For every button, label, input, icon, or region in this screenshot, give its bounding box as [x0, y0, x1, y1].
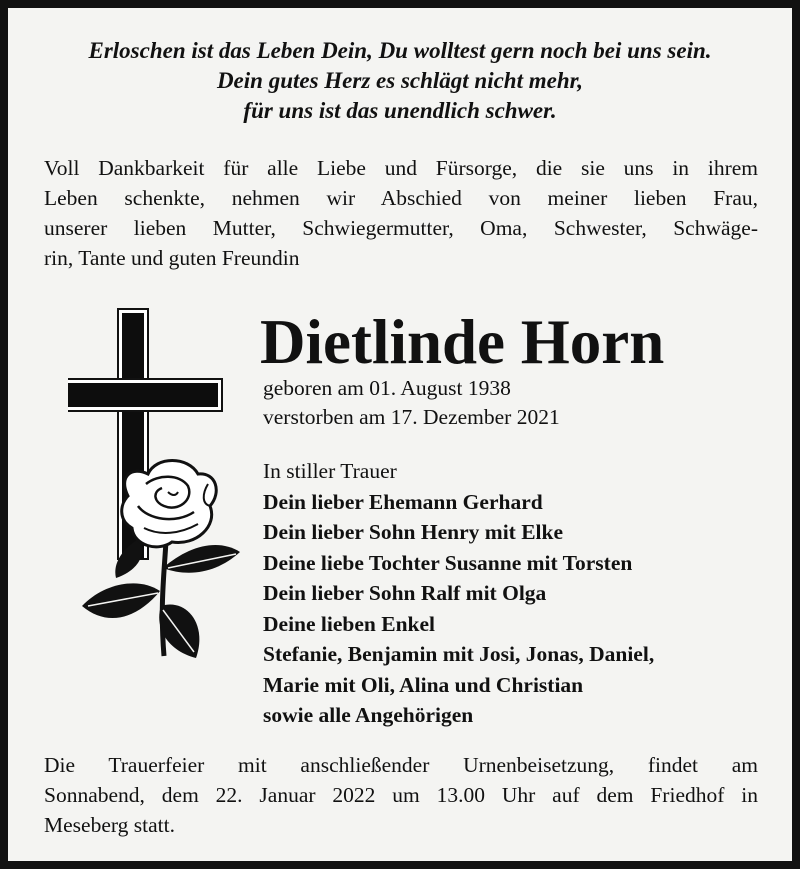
poem	[28, 36, 772, 126]
funeral-line: Meseberg statt.	[44, 813, 175, 837]
funeral-details	[44, 750, 758, 840]
death-date: verstorben am 17. Dezember 2021	[263, 405, 560, 429]
mourners-list	[263, 456, 654, 731]
mourner-line: Dein lieber Sohn Henry mit Elke	[263, 520, 564, 544]
intro-line: Voll Dankbarkeit für alle Liebe und Fürsorge, die sie uns in ihrem	[44, 156, 758, 180]
intro-text	[44, 153, 758, 273]
mourning-lead: In stiller Trauer	[263, 459, 397, 483]
mourner-line: Deine lieben Enkel	[263, 611, 436, 636]
poem-line: für uns ist das unendlich schwer.	[243, 98, 557, 123]
mourner-line: Dein lieber Sohn Ralf mit Olga	[263, 581, 547, 605]
intro-line: rin, Tante und guten Freundin	[44, 246, 300, 270]
deceased-name: Dietlinde Horn	[260, 307, 665, 377]
funeral-line: Die Trauerfeier mit anschließender Urnenbeisetzung, findet am	[44, 753, 758, 777]
poem-line: Dein gutes Herz es schlägt nicht mehr,	[216, 68, 584, 93]
mourner-line: Marie mit Oli, Alina und Christian	[263, 672, 584, 697]
mourner-line: Dein lieber Ehemann Gerhard	[263, 489, 543, 514]
rose-icon	[82, 461, 240, 659]
intro-line: Leben schenkte, nehmen wir Abschied von meiner lieben Frau,	[44, 186, 758, 210]
cross-and-rose	[68, 306, 258, 676]
poem-line: Erloschen ist das Leben Dein, Du wolltest gern noch bei uns sein.	[88, 38, 712, 63]
life-dates	[263, 374, 560, 432]
mourner-line: Stefanie, Benjamin mit Josi, Jonas, Daniel,	[263, 642, 655, 666]
intro-line: unserer lieben Mutter, Schwiegermutter, Oma, Schwester, Schwäge-	[44, 216, 758, 240]
mourner-line: sowie alle Angehörigen	[263, 703, 474, 727]
funeral-line: Sonnabend, dem 22. Januar 2022 um 13.00 Uhr auf dem Friedhof in	[44, 783, 758, 807]
mourner-line: Deine liebe Tochter Susanne mit Torsten	[263, 550, 633, 575]
birth-date: geboren am 01. August 1938	[263, 376, 511, 400]
